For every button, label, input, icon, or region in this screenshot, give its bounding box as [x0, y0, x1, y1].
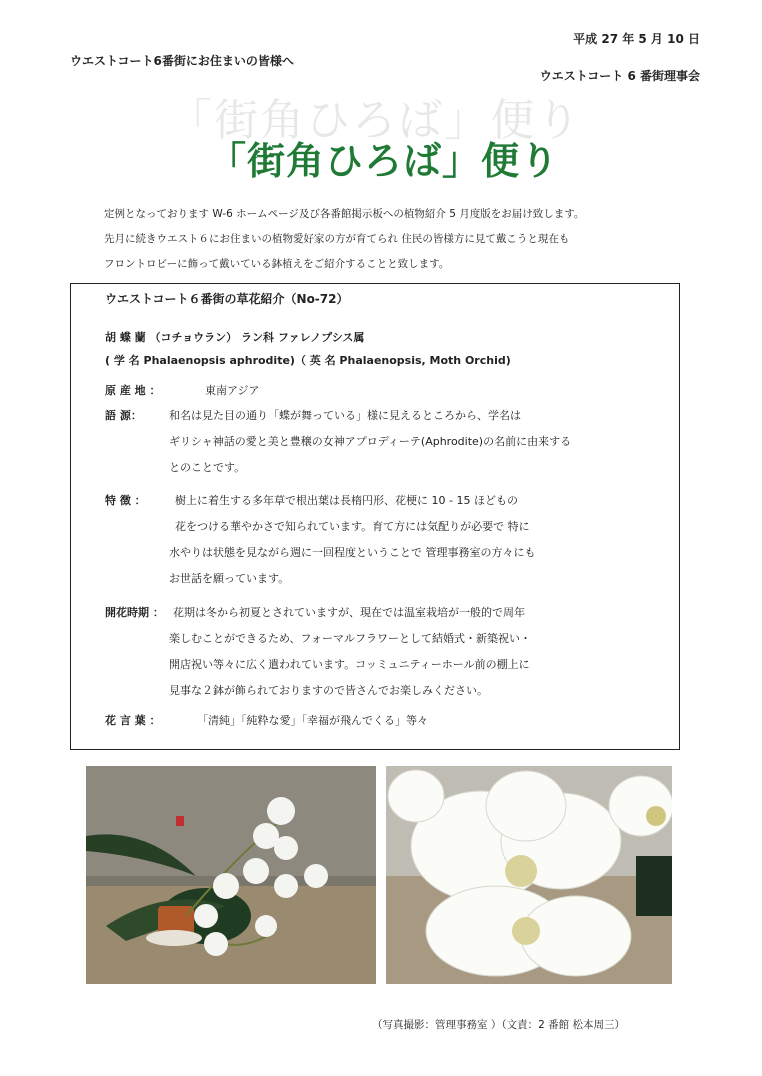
box-title: ウエストコート６番街の草花紹介（No-72）: [105, 292, 349, 306]
origin-value: 東南アジア: [205, 384, 260, 397]
orchid-pot-photo: [86, 766, 376, 984]
bloom-line: 花期は冬から初夏とされていますが、現在では温室栽培が一般的で周年: [173, 606, 525, 619]
bloom-label: 開花時期 ：: [105, 606, 164, 619]
bloom-line: 楽しむことができるため、フォーマルフラワーとして結婚式・新築祝い・: [169, 632, 532, 645]
intro-line-1: 定例となっております W-6 ホームページ及び各番館掲示板への植物紹介 5 月度版をお届け致します。: [104, 208, 585, 220]
feature-line: 花をつける華やかさで知られています。育て方には気配りが必要で 特に: [175, 520, 530, 533]
origin-label: 原 産 地 ：: [105, 384, 161, 397]
feature-label: 特 徴 ：: [105, 494, 146, 507]
date: 平成 27 年 5 月 10 日: [573, 32, 700, 46]
plant-name: 胡 蝶 蘭 （コチョウラン） ラン科 ファレノプシス属: [105, 331, 365, 344]
flower-language-value: 「清純」「純粋な愛」「幸福が飛んでくる」等々: [197, 714, 428, 727]
page-title: 「街角ひろば」便り: [208, 138, 560, 183]
etymology-line: とのことです。: [169, 461, 246, 474]
photo-credit: （写真撮影：管理事務室 ）（文責：2 番館 松本周三）: [372, 1019, 625, 1031]
feature-line: 水やりは状態を見ながら週に一回程度ということで 管理事務室の方々にも: [169, 546, 536, 559]
title-shadow: 「街角ひろば」便り: [168, 95, 582, 146]
plant-info-box: [70, 283, 680, 750]
etymology-line: 和名は見た目の通り「蝶が舞っている」様に見えるところから、学名は: [169, 409, 521, 422]
organization: ウエストコート 6 番街理事会: [539, 69, 700, 83]
feature-line: 樹上に着生する多年草で根出葉は長楕円形、花梗に 10 - 15 ほどもの: [175, 494, 518, 507]
etymology-line: ギリシャ神話の愛と美と豊穣の女神アプロディーテ(Aphrodite)の名前に由来する: [169, 435, 572, 448]
feature-line: お世話を願っています。: [169, 572, 290, 585]
scientific-name: ( 学 名 Phalaenopsis aphrodite)（ 英 名 Phalaenopsis, Moth Orchid): [105, 354, 511, 367]
etymology-label: 語 源：: [105, 409, 142, 422]
intro-line-2: 先月に続きウエスト６にお住まいの植物愛好家の方が育てられ 住民の皆様方に見て戴こうと現在も: [104, 233, 570, 245]
intro-line-3: フロントロビーに飾って戴いている鉢植えをご紹介することと致します。: [104, 258, 450, 270]
bloom-line: 見事な２鉢が飾られておりますので皆さんでお楽しみください。: [169, 684, 488, 697]
bloom-line: 開店祝い等々に広く遣われています。コッミュニティーホール前の棚上に: [169, 658, 530, 671]
flower-language-label: 花 言 葉 ：: [105, 714, 161, 727]
greeting: ウエストコート6番街にお住まいの皆様へ: [70, 54, 294, 68]
orchid-closeup-photo: [386, 766, 672, 984]
